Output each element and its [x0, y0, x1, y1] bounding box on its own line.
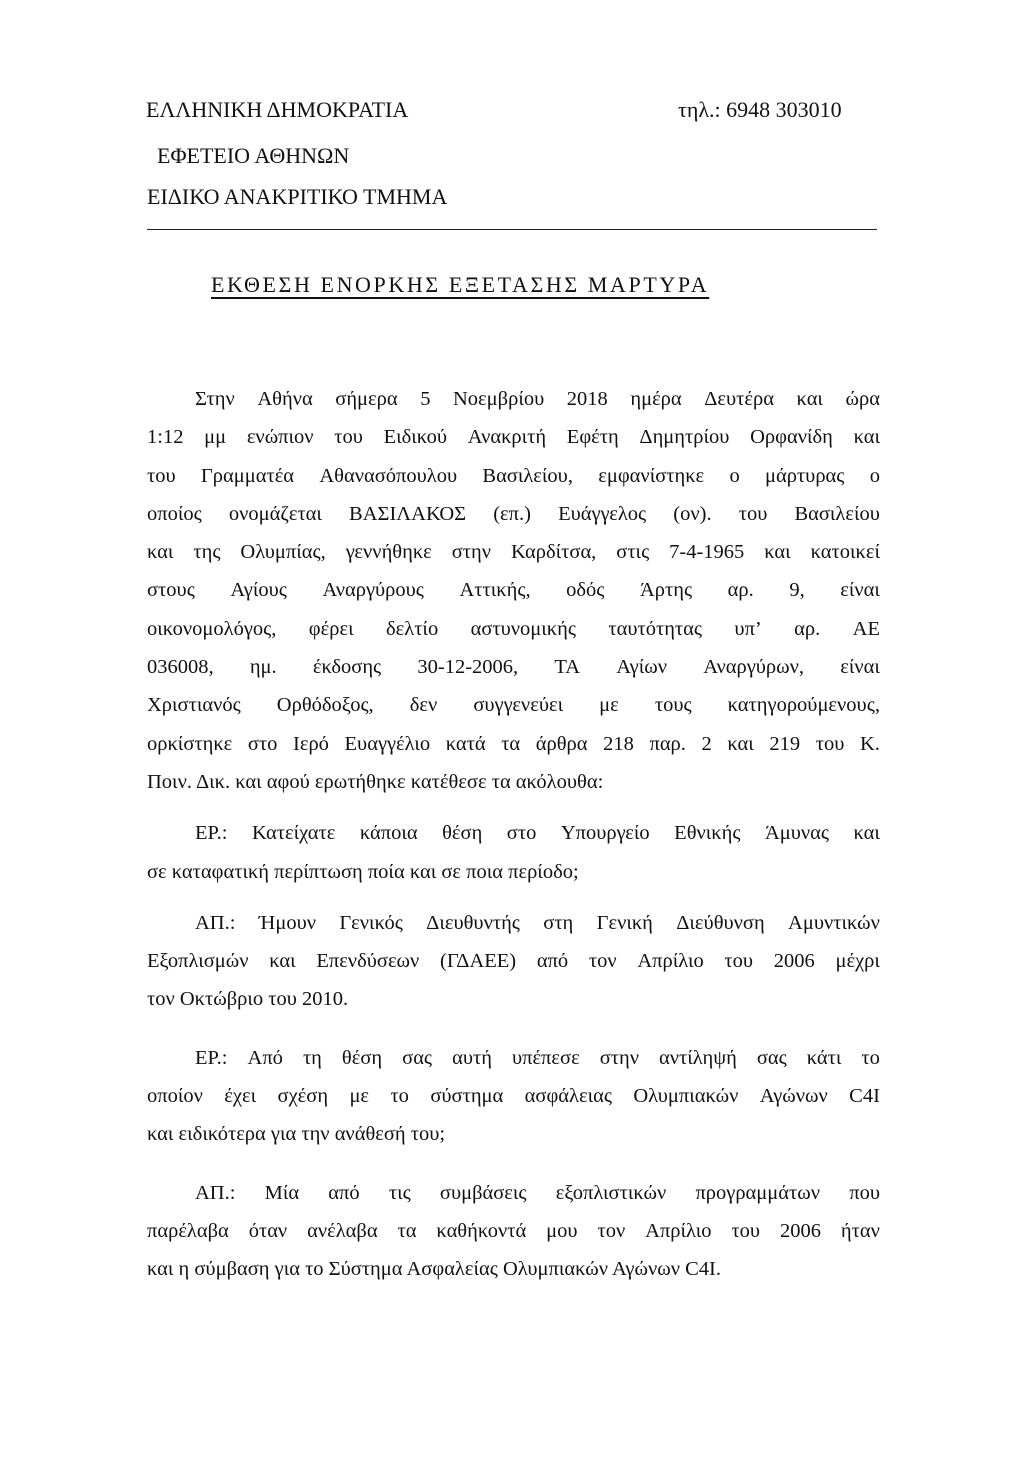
word: Υπουργείο	[560, 822, 650, 845]
word: αστυνομικής	[470, 617, 576, 640]
word: κάτι	[806, 1046, 842, 1069]
word: υπέπεσε	[511, 1046, 580, 1069]
word: Αγίων	[616, 656, 667, 679]
word: και	[147, 541, 174, 564]
word: με	[599, 694, 619, 717]
word: ώρα	[845, 388, 880, 410]
word: εμφανίστηκε	[598, 464, 705, 487]
word: οποίος	[147, 502, 202, 525]
word: στη	[543, 911, 574, 934]
word: και	[853, 426, 880, 449]
word: όταν	[248, 1219, 288, 1242]
text-line	[147, 571, 880, 609]
word: μμ	[204, 426, 227, 449]
word: δεν	[409, 694, 438, 717]
word: και	[269, 950, 296, 973]
word: Ιερό	[293, 732, 329, 755]
word: τα	[397, 1219, 417, 1242]
word: Γενικός	[339, 911, 403, 934]
header-country: ΕΛΛΗΝΙΚΗ ΔΗΜΟΚΡΑΤΙΑ	[146, 97, 409, 122]
intro-paragraph	[147, 380, 880, 801]
word: ο	[869, 464, 880, 487]
text-line	[147, 1039, 880, 1077]
word: Μία	[264, 1181, 300, 1204]
word: ενώπιον	[246, 426, 314, 449]
word: μέχρι	[835, 950, 880, 973]
word: στις	[616, 541, 650, 564]
word: Άμυνας	[764, 822, 830, 845]
word: αυτή	[452, 1046, 492, 1069]
word: του	[815, 732, 845, 755]
question-1	[147, 814, 880, 891]
document-title: ΕΚΘΕΣΗ ΕΝΟΡΚΗΣ ΕΞΕΤΑΣΗΣ ΜΑΡΤΥΡΑ	[211, 272, 710, 297]
word: Ανακριτή	[467, 426, 547, 449]
word: τα	[501, 732, 521, 755]
word: Ολυμπίας,	[240, 541, 326, 564]
word: είναι	[840, 656, 880, 679]
word: και	[764, 541, 791, 564]
text-line: σε καταφατική περίπτωση ποία και σε ποια περίοδο;	[147, 860, 579, 883]
word: C4I	[849, 1085, 880, 1108]
word: ΑΕ	[852, 617, 880, 640]
word: το	[861, 1046, 880, 1069]
word: του	[738, 502, 768, 525]
word: άρθρα	[535, 732, 588, 755]
header-court: ΕΦΕΤΕΙΟ ΑΘΗΝΩΝ	[157, 143, 350, 168]
word: Γενική	[596, 911, 653, 934]
word: αντίληψή	[659, 1046, 737, 1069]
answer-2	[147, 1174, 880, 1289]
word: τους	[654, 694, 692, 717]
word: κατοικεί	[810, 541, 880, 564]
word: σχέση	[277, 1085, 329, 1108]
word: αρ.	[727, 579, 754, 602]
word: 5	[420, 388, 431, 410]
word: του	[147, 464, 176, 487]
word: 218	[603, 732, 634, 755]
word: ο	[729, 464, 740, 487]
word: (επ.)	[493, 502, 531, 525]
word: υπ’	[734, 617, 762, 640]
word: της	[193, 541, 221, 564]
word: ασφάλειας	[524, 1085, 612, 1108]
answer-1	[147, 904, 880, 1019]
word: Στην	[195, 388, 235, 410]
word: αρ.	[794, 617, 821, 640]
text-line	[147, 686, 880, 724]
word: έχει	[224, 1085, 257, 1108]
word: Επενδύσεων	[316, 950, 420, 973]
word: Καρδίτσα,	[510, 541, 597, 564]
text-line	[147, 1174, 880, 1212]
text-line	[147, 457, 880, 495]
word: Αθήνα	[257, 388, 313, 410]
word: Ήμουν	[258, 911, 316, 934]
word: ΒΑΣΙΛΑΚΟΣ	[349, 502, 467, 525]
word: ΕΡ.:	[195, 1046, 228, 1069]
word: Απρίλιο	[645, 1219, 712, 1242]
word: του	[724, 950, 754, 973]
word: κατηγορούμενους,	[727, 694, 880, 717]
word: Ευάγγελος	[558, 502, 647, 525]
word: που	[849, 1181, 880, 1204]
text-line	[147, 1077, 880, 1115]
word: 219	[769, 732, 801, 755]
text-line: Ποιν. Δικ. και αφού ερωτήθηκε κατέθεσε τα ακόλουθα:	[147, 770, 604, 793]
word: ανέλαβα	[307, 1219, 378, 1242]
text-line	[147, 904, 880, 942]
text-line: τον Οκτώβριο του 2010.	[147, 988, 349, 1011]
word: Ειδικού	[383, 426, 448, 449]
text-line: και ειδικότερα για την ανάθεσή του;	[147, 1123, 446, 1146]
word: ΑΠ.:	[195, 1181, 236, 1204]
word: Από	[247, 1046, 283, 1069]
word: συμβάσεις	[439, 1181, 527, 1204]
word: οικονομολόγος,	[147, 617, 277, 640]
word: Απρίλιο	[637, 950, 704, 973]
word: Αμυντικών	[788, 911, 880, 934]
word: ορκίστηκε	[147, 732, 233, 755]
word: σας	[402, 1046, 433, 1069]
word: και	[727, 732, 754, 755]
word: 2006	[773, 950, 815, 973]
word: Χριστιανός	[147, 694, 241, 717]
word: (ΓΔΑΕΕ)	[440, 950, 517, 973]
word: στο	[247, 732, 278, 755]
word: ημέρα	[630, 388, 682, 410]
word: Βασιλείου	[794, 502, 880, 525]
word: στην	[599, 1046, 639, 1069]
word: Κ.	[859, 732, 880, 755]
word: Διευθυντής	[426, 911, 520, 934]
word: Αττικής,	[459, 579, 531, 602]
word: Εφέτη	[566, 426, 619, 449]
header-divider	[147, 229, 877, 230]
text-line	[147, 380, 880, 418]
word: Βασιλείου,	[482, 464, 573, 487]
word: μάρτυρας	[764, 464, 845, 487]
word: Αγώνων	[759, 1085, 828, 1108]
word: ΕΡ.:	[195, 822, 228, 845]
word: παρέλαβα	[147, 1219, 229, 1242]
word: παρ.	[649, 732, 686, 755]
word: τις	[388, 1181, 411, 1204]
word: ήταν	[840, 1219, 880, 1242]
text-line	[147, 725, 880, 763]
word: με	[349, 1085, 370, 1108]
word: ημ.	[249, 656, 277, 679]
header-phone: τηλ.: 6948 303010	[678, 97, 842, 122]
word: στους	[147, 579, 195, 602]
word: Αναργύρων,	[703, 656, 805, 679]
word: έκδοσης	[312, 656, 382, 679]
question-2	[147, 1039, 880, 1154]
word: είναι	[840, 579, 880, 602]
word: ΤΑ	[554, 656, 581, 679]
word: φέρει	[308, 617, 354, 640]
word: Άρτης	[639, 579, 693, 602]
word: Κατείχατε	[251, 822, 336, 845]
word: 1:12	[147, 426, 184, 449]
word: σύστημα	[430, 1085, 504, 1108]
word: Ορφανίδη	[750, 426, 833, 449]
word: 30-12-2006,	[417, 656, 519, 679]
word: καθήκοντά	[436, 1219, 527, 1242]
word: 2	[701, 732, 712, 755]
word: ΑΠ.:	[195, 911, 236, 934]
word: θέση	[442, 822, 483, 845]
header-department: ΕΙΔΙΚΟ ΑΝΑΚΡΙΤΙΚΟ ΤΜΗΜΑ	[147, 184, 448, 209]
word: θέση	[341, 1046, 383, 1069]
word: προγραμμάτων	[695, 1181, 821, 1204]
word: από	[328, 1181, 360, 1204]
word: οποίον	[147, 1085, 203, 1108]
word: Δευτέρα	[704, 388, 774, 410]
word: 036008,	[147, 656, 214, 679]
text-line: και η σύμβαση για το Σύστημα Ασφαλείας Ολυμπιακών Αγώνων C4I.	[147, 1258, 721, 1281]
word: το	[390, 1085, 409, 1108]
word: τη	[302, 1046, 322, 1069]
word: 9,	[789, 579, 805, 602]
word: και	[796, 388, 823, 410]
word: του	[334, 426, 363, 449]
text-line	[147, 533, 880, 571]
word: (ον).	[673, 502, 712, 525]
word: οδός	[566, 579, 605, 602]
word: 2006	[780, 1219, 821, 1242]
word: Αθανασόπουλου	[319, 464, 458, 487]
text-line	[147, 814, 880, 852]
word: δελτίο	[385, 617, 439, 640]
word: Δημητρίου	[639, 426, 730, 449]
word: τον	[588, 950, 617, 973]
word: στην	[451, 541, 492, 564]
word: από	[536, 950, 569, 973]
word: γεννήθηκε	[345, 541, 432, 564]
document-body	[147, 380, 880, 1289]
word: Ορθόδοξος,	[276, 694, 374, 717]
word: και	[853, 822, 880, 845]
word: Εξοπλισμών	[147, 950, 249, 973]
word: 2018	[566, 388, 608, 410]
word: του	[731, 1219, 761, 1242]
word: σας	[756, 1046, 787, 1069]
word: συγγενεύει	[473, 694, 564, 717]
text-line	[147, 1212, 880, 1250]
text-line	[147, 648, 880, 686]
word: σήμερα	[335, 388, 398, 410]
word: Ολυμπιακών	[633, 1085, 739, 1108]
word: Γραμματέα	[200, 464, 295, 487]
word: Νοεμβρίου	[453, 388, 545, 410]
word: Αναργύρους	[322, 579, 424, 602]
word: μου	[546, 1219, 578, 1242]
word: Διεύθυνση	[676, 911, 765, 934]
word: εξοπλιστικών	[555, 1181, 667, 1204]
word: κάποια	[359, 822, 418, 845]
text-line	[147, 418, 880, 456]
text-line	[147, 942, 880, 980]
word: Ευαγγέλιο	[344, 732, 431, 755]
word: ονομάζεται	[228, 502, 322, 525]
word: Εθνικής	[674, 822, 741, 845]
word: 7-4-1965	[669, 541, 745, 564]
word: στο	[506, 822, 537, 845]
word: τον	[597, 1219, 626, 1242]
word: Αγίους	[230, 579, 287, 602]
text-line	[147, 495, 880, 533]
text-line	[147, 610, 880, 648]
word: ταυτότητας	[608, 617, 703, 640]
word: κατά	[445, 732, 486, 755]
